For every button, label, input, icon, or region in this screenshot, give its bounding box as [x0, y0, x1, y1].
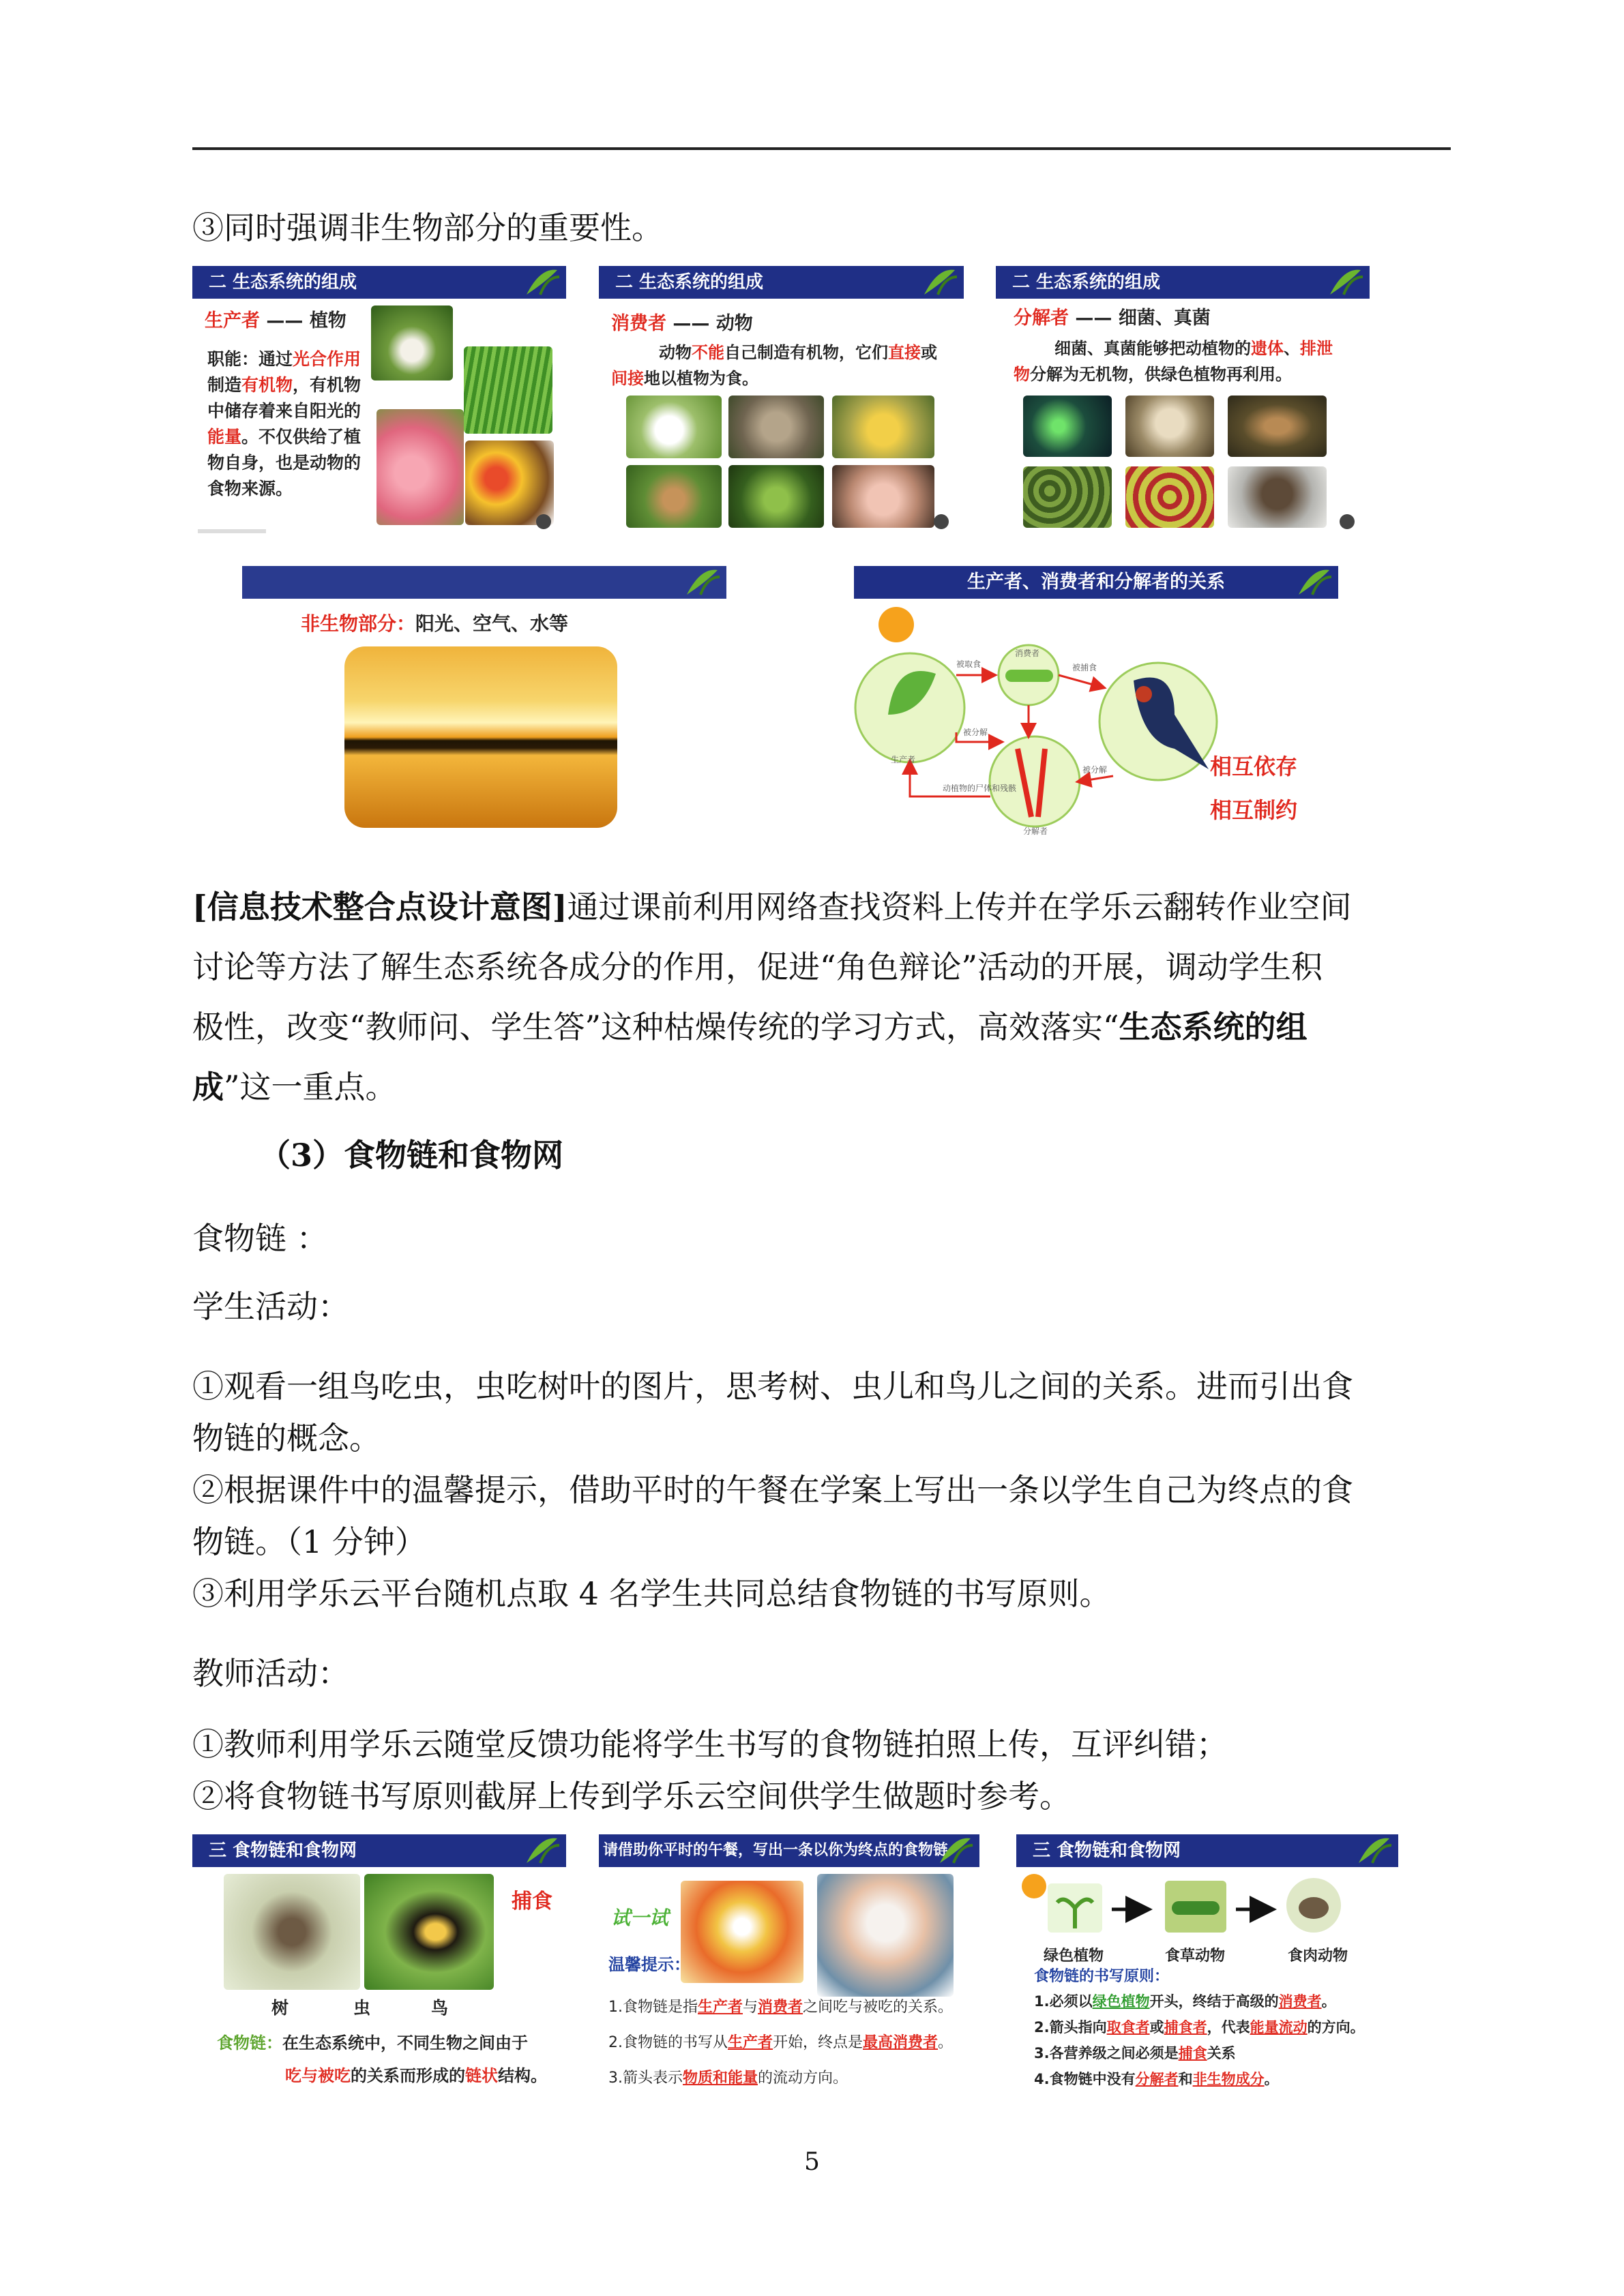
- sun-icon: [879, 607, 914, 642]
- peach-photo: [377, 409, 464, 525]
- try-it-label: 试一试: [611, 1907, 669, 1929]
- decomposer-description: 细菌、真菌能够把动植物的遗体、排泄 物分解为无机物，供绿色植物再利用。: [1014, 339, 1333, 384]
- header-rule: [192, 147, 1451, 150]
- bacteria-photo: [1023, 396, 1112, 457]
- slide-title-bar: [242, 566, 726, 599]
- role-item: 植物: [309, 310, 346, 331]
- student-activity-3: ③利用学乐云平台随机点取 4 名学生共同总结食物链的书写原则。: [192, 1575, 1111, 1612]
- teacher-activity-2: ②将食物链书写原则截屏上传到学乐云空间供学生做题时参考。: [192, 1778, 1071, 1815]
- design-intent-label: [信息技术整合点设计意图]: [192, 889, 567, 925]
- producer-description: 职能：通过光合作用 制造有机物，有机物 中储存着来自阳光的 能量。不仅供给了植 物自身，也是动物的 食物来源。: [207, 349, 361, 498]
- fruit-basket-photo: [465, 441, 554, 525]
- grass-photo: [464, 346, 552, 434]
- leaf-logo-icon: [1292, 567, 1333, 597]
- consumer-description: 动物不能自己制造有机物，它们直接或 间接地以植物为食。: [611, 343, 937, 388]
- dash: ——: [266, 310, 304, 331]
- bug-label: 虫: [353, 1998, 371, 2018]
- frog-photo: [728, 465, 824, 528]
- slide-decomposers: [996, 266, 1370, 539]
- caterpillar-icon: [1005, 670, 1053, 682]
- leaf-logo-icon: [1352, 1836, 1393, 1866]
- chain-label-herbivore: 食草动物: [1165, 1948, 1226, 1965]
- slide-title: 二 生态系统的组成: [599, 266, 964, 299]
- sunset-photo: [344, 646, 617, 828]
- vulture-photo: [1228, 466, 1327, 528]
- slide-number-icon: [536, 514, 551, 529]
- leaf-logo-icon: [1323, 267, 1364, 297]
- chain-label-carnivore: 食肉动物: [1288, 1948, 1348, 1965]
- bird-label: 鸟: [431, 1998, 449, 2018]
- slide-abiotic: [242, 566, 726, 839]
- slide-title: 生产者、消费者和分解者的关系: [854, 566, 1338, 599]
- predation-label: 捕食: [512, 1890, 552, 1913]
- page-number: 5: [804, 2148, 820, 2176]
- teacher-activity-1: ①教师利用学乐云随堂反馈功能将学生书写的食物链拍照上传，互评纠错；: [192, 1726, 1228, 1763]
- slide-title: 请借助你平时的午餐，写出一条以你为终点的食物链: [599, 1834, 979, 1867]
- earthworm-photo: [1228, 396, 1327, 457]
- child-photo: [817, 1874, 954, 1997]
- sprout-photo: [371, 305, 453, 381]
- paragraph-abiotic-importance: ③同时强调非生物部分的重要性。: [192, 209, 663, 246]
- slide-number-icon: [934, 514, 949, 529]
- relationship-text: 相互依存 相互制约: [1210, 754, 1298, 823]
- role-label: 消费者: [611, 313, 666, 334]
- teacher-activity-heading: 教师活动：: [192, 1655, 349, 1692]
- mushroom-photo: [1125, 396, 1214, 457]
- pigs-photo: [832, 465, 934, 528]
- leaf-logo-icon: [520, 267, 561, 297]
- slide-title: 三 食物链和食物网: [1016, 1834, 1398, 1867]
- design-intent-paragraph: [信息技术整合点设计意图]通过课前利用网络查找资料上传并在学乐云翻转作业空间 讨论等方法了解生态系统各成分的作用，促进“角色辩论”活动的开展，调动学生积 极性，改变“教师问、学生答”这种枯燥传统的学习方式，高效落实“生态系统的组 成”这一重点。: [192, 889, 1352, 1105]
- leaf-logo-icon: [917, 267, 958, 297]
- role-label: 分解者: [1014, 308, 1069, 329]
- ducklings-photo: [832, 396, 934, 458]
- caterpillar-photo: [364, 1874, 494, 1990]
- producer-node-label: 生产者: [891, 755, 916, 764]
- abiotic-label: 非生物部分：: [301, 612, 416, 635]
- arrow-label: 被分解: [1082, 765, 1108, 775]
- arrow-label: 被取食: [956, 659, 981, 669]
- fungi-cluster-photo: [1125, 466, 1214, 528]
- teacher-activities: [192, 1718, 1454, 1822]
- wolf-photo: [728, 396, 824, 458]
- rabbit-photo: [626, 396, 722, 458]
- dash: ——: [1075, 308, 1112, 329]
- slide-food-chain-definition: [192, 1834, 566, 2107]
- student-activity-2: ②根据课件中的温馨提示，借助平时的午餐在学案上写出一条以学生自己为终点的食: [192, 1472, 1353, 1508]
- food-chain-label: 食物链 ：: [192, 1220, 328, 1257]
- sun-icon: [1022, 1874, 1046, 1898]
- abiotic-items: 阳光、空气、水等: [415, 612, 569, 635]
- tip-label: 温馨提示：: [608, 1955, 690, 1974]
- student-activity-heading: 学生活动：: [192, 1288, 349, 1325]
- slide-footer: [198, 529, 266, 533]
- slide-lunch-food-chain: [599, 1834, 979, 2107]
- slide-relationship-diagram: [854, 566, 1338, 839]
- arrow-label: 被分解: [963, 728, 988, 737]
- role-item: 细菌、真菌: [1118, 308, 1211, 329]
- decomposer-node-label: 分解者: [1023, 826, 1048, 836]
- food-chain-sequence: [1016, 1867, 1398, 1942]
- decomposer-circle: [990, 736, 1080, 826]
- section-heading-food-chain-web: （3）食物链和食物网: [259, 1137, 564, 1174]
- student-activities: ①观看一组鸟吃虫，虫吃树叶的图片，思考树、虫儿和鸟儿之间的关系。进而引出食 物链的概念。 ②根据课件中的温馨提示，借助平时的午餐在学案上写出一条以学生自己为终点的食 物链。（1 分钟） ③利用学乐云平台随机点取 4 名学生共同总结食物链的书写原则。: [192, 1360, 1454, 1620]
- arrow-label: 被捕食: [1072, 663, 1097, 672]
- slide-producers: [192, 266, 566, 539]
- role-label: 生产者: [205, 310, 260, 331]
- slide-title: 二 生态系统的组成: [996, 266, 1370, 299]
- lunch-photo: [681, 1881, 803, 1983]
- slide-consumers: [599, 266, 964, 539]
- bird-on-branch-photo: [224, 1874, 360, 1990]
- role-item: 动物: [715, 313, 753, 334]
- slide-title: 二 生态系统的组成: [192, 266, 566, 299]
- student-activity-1: ①观看一组鸟吃虫，虫吃树叶的图片，思考树、虫儿和鸟儿之间的关系。进而引出食: [192, 1368, 1353, 1405]
- dash: ——: [673, 313, 710, 334]
- slide-number-icon: [1340, 514, 1355, 529]
- consumer-node-label: 消费者: [1015, 648, 1040, 658]
- deer-photo: [626, 465, 722, 528]
- mold-photo: [1023, 466, 1112, 528]
- food-chain-definition: 食物链：在生态系统中，不同生物之间由于 吃与被吃的关系而形成的链状结构。: [217, 2033, 547, 2085]
- rules-list: 1.必须以绿色植物开头，终结于高级的消费者。 2.箭头指向取食者或捕食者，代表能量流动的方向。 3.各营养级之间必须是捕食关系 4.食物链中没有分解者和非生物成分。: [1034, 1993, 1365, 2087]
- slide-food-chain-rules: [1016, 1834, 1398, 2107]
- slide-title: 三 食物链和食物网: [192, 1834, 566, 1867]
- rules-label: 食物链的书写原则：: [1034, 1968, 1170, 1985]
- leaf-logo-icon: [933, 1836, 974, 1866]
- tips-list: 1.食物链是指生产者与消费者之间吃与被吃的关系。 2.食物链的书写从生产者开始，终点是最高消费者。 3.箭头表示物质和能量的流动方向。: [608, 1999, 954, 2087]
- leaf-logo-icon: [680, 567, 721, 597]
- arrow-label: 动植物的尸体和残骸: [943, 784, 1017, 793]
- chain-label-plant: 绿色植物: [1044, 1948, 1104, 1965]
- leaf-logo-icon: [520, 1836, 561, 1866]
- tree-label: 树: [271, 1998, 289, 2018]
